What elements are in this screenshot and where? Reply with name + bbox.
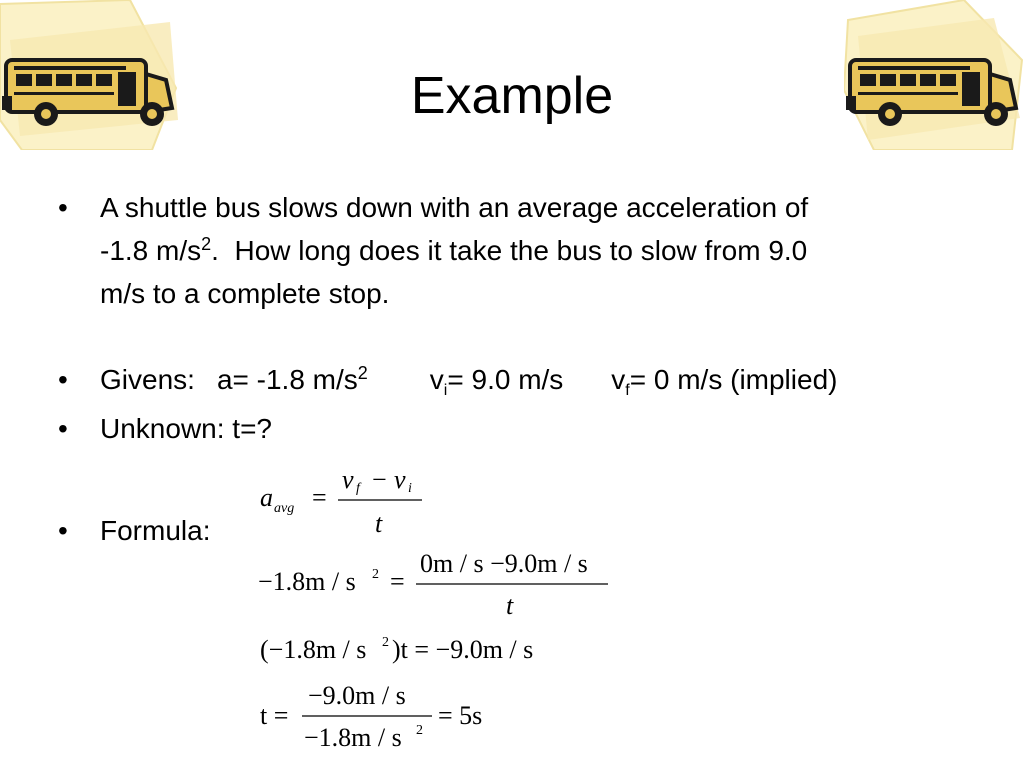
eq1-lhs-subscript: avg (274, 501, 295, 516)
problem-line-3: m/s to a complete stop. (100, 278, 390, 309)
equation-rearranged (260, 635, 533, 664)
eq1-equals: = (312, 483, 327, 512)
problem-line-2 (100, 229, 808, 272)
problem-line-1: A shuttle bus slows down with an average acceleration of (100, 192, 809, 223)
bullet-dot: • (58, 192, 68, 223)
eq3-exponent: 2 (382, 635, 389, 650)
given-vi-value: = 9.0 m/s (447, 364, 564, 395)
eq1-num-minus: − (372, 465, 387, 494)
problem-question: . How long does it take the bus to slow from 9.0 (211, 235, 808, 266)
formula-label: Formula: (100, 515, 211, 546)
problem-accel-exponent: 2 (201, 234, 212, 254)
problem-accel: -1.8 m/s (100, 235, 202, 266)
given-vi-subscript: i (443, 382, 448, 399)
equation-substitution (258, 549, 608, 620)
eq4-rhs: = 5s (438, 701, 483, 730)
eq1-den: t (375, 509, 383, 538)
unknown-text: Unknown: t=? (100, 413, 272, 444)
eq4-den-exponent: 2 (416, 723, 423, 738)
eq2-den: t (506, 591, 514, 620)
eq4-den: −1.8m / s (304, 723, 402, 752)
eq2-lhs-exponent: 2 (372, 567, 379, 582)
eq1-lhs: a (260, 483, 273, 512)
equation-solution (260, 681, 482, 752)
given-vf-subscript: f (625, 382, 630, 399)
given-acceleration-exponent: 2 (357, 363, 368, 383)
eq3-left: (−1.8m / s (260, 635, 367, 664)
slide-title: Example (410, 67, 614, 125)
given-vi-symbol: v (429, 364, 444, 395)
problem-text (100, 186, 808, 315)
bullet-dot: • (58, 515, 68, 546)
eq2-equals: = (390, 567, 405, 596)
eq2-num: 0m / s −9.0m / s (420, 549, 588, 578)
givens-label: Givens: (100, 364, 195, 395)
eq4-num: −9.0m / s (308, 681, 406, 710)
eq1-num-f: f (356, 481, 360, 496)
equation-average-acceleration (260, 465, 422, 538)
eq2-lhs: −1.8m / s (258, 567, 356, 596)
eq1-num-i: i (408, 481, 412, 496)
eq3-right: )t = −9.0m / s (392, 635, 534, 664)
givens-text (100, 358, 837, 401)
eq1-num-vi: v (394, 465, 406, 494)
given-vf-value: = 0 m/s (implied) (629, 364, 838, 395)
bullet-dot: • (58, 364, 68, 395)
given-acceleration: a= -1.8 m/s (216, 364, 358, 395)
eq1-num-vf: v (342, 465, 354, 494)
equation-block (256, 460, 626, 760)
given-vf-symbol: v (611, 364, 626, 395)
bullet-dot: • (58, 413, 68, 444)
eq4-lhs: t = (260, 701, 289, 730)
